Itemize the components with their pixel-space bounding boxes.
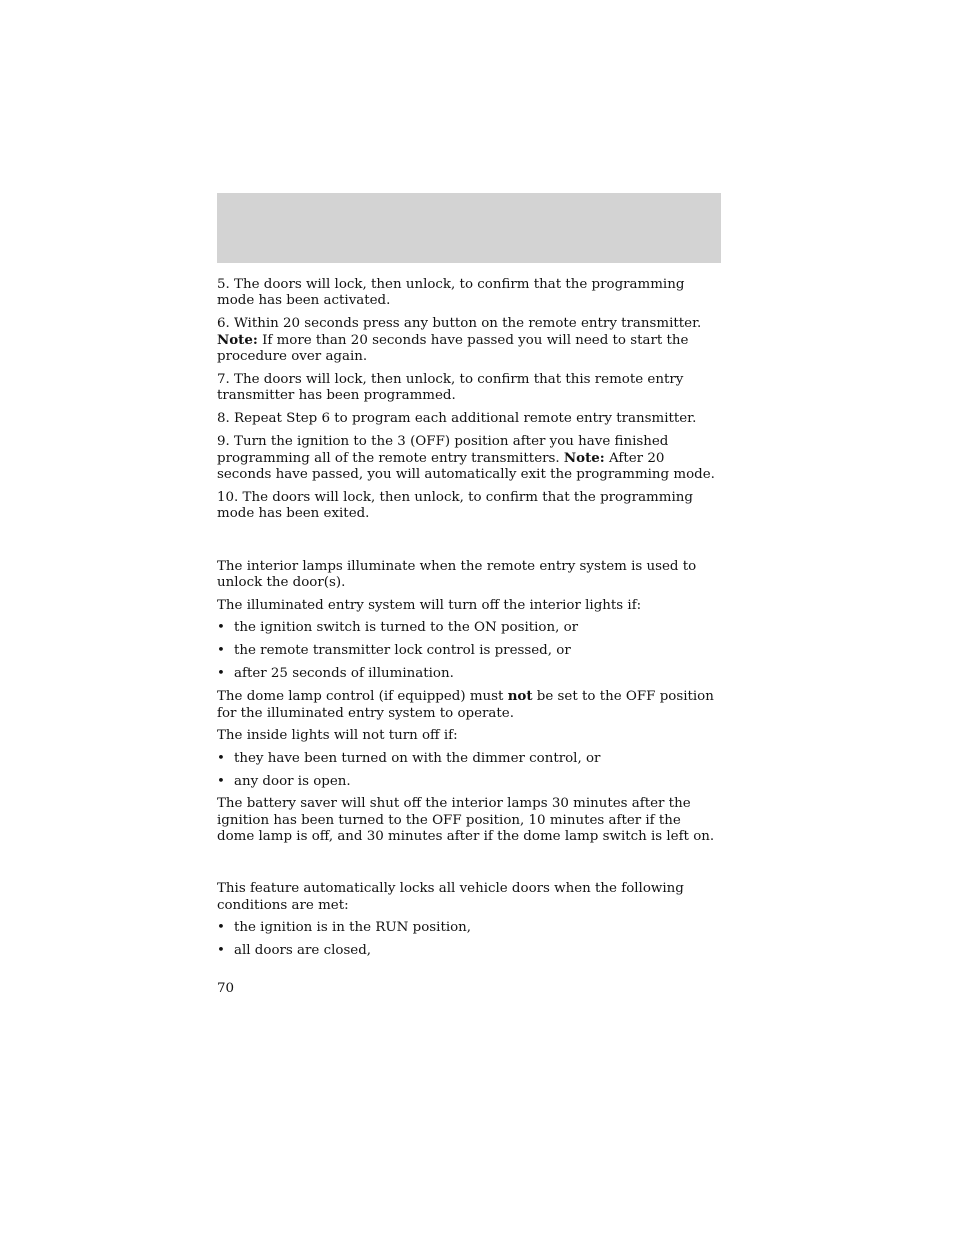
list-item: • all doors are closed, <box>217 943 721 959</box>
note-label: Note: <box>563 449 605 466</box>
section-header-bar <box>217 193 721 263</box>
step-8: 8. Repeat Step 6 to program each additional remote entry transmitter. <box>217 410 697 426</box>
list-item: • any door is open. <box>217 774 721 790</box>
step-5: 5. The doors will lock, then unlock, to confirm that the programming mode has been activated. <box>217 277 685 309</box>
list-item: • they have been turned on with the dimmer control, or <box>217 751 721 767</box>
list-item: • the remote transmitter lock control is pressed, or <box>217 643 721 659</box>
page-content <box>217 277 721 966</box>
section-gap <box>217 851 721 881</box>
list-item: • the ignition is in the RUN position, <box>217 920 721 936</box>
step-6: 6. Within 20 seconds press any button on the remote entry transmitter. Note: If more than 20 seconds have passed you will need to start the procedure over again. <box>217 315 702 365</box>
section-gap <box>217 529 721 559</box>
note-label: Note: <box>217 332 258 349</box>
list-item: • the ignition switch is turned to the ON position, or <box>217 620 721 636</box>
illuminated-entry-intro: The interior lamps illuminate when the remote entry system is used to unlock the door(s). <box>217 558 697 590</box>
not-off-intro: The inside lights will not turn off if: <box>217 728 458 744</box>
page-number: 70 <box>217 981 235 996</box>
list-item: • after 25 seconds of illumination. <box>217 666 721 682</box>
step-9: 9. Turn the ignition to the 3 (OFF) position after you have finished programming all of the remote entry transmitters. Note: After 20 seconds have passed, you will automatically exit the programming mode. <box>217 433 715 483</box>
battery-saver-text: The battery saver will shut off the interior lamps 30 minutes after the ignition has been turned to the OFF position, 10 minutes after if the dome lamp is off, and 30 minutes after if the dome lamp switch is left on. <box>217 796 715 844</box>
step-7: 7. The doors will lock, then unlock, to confirm that this remote entry transmitter has been programmed. <box>217 372 684 404</box>
turn-off-intro: The illuminated entry system will turn off the interior lights if: <box>217 597 642 613</box>
autolock-intro: This feature automatically locks all vehicle doors when the following conditions are met: <box>217 881 684 913</box>
dome-lamp-note: The dome lamp control (if equipped) must not be set to the OFF position for the illuminated entry system to operate. <box>217 688 714 721</box>
step-10: 10. The doors will lock, then unlock, to confirm that the programming mode has been exited. <box>217 489 693 521</box>
